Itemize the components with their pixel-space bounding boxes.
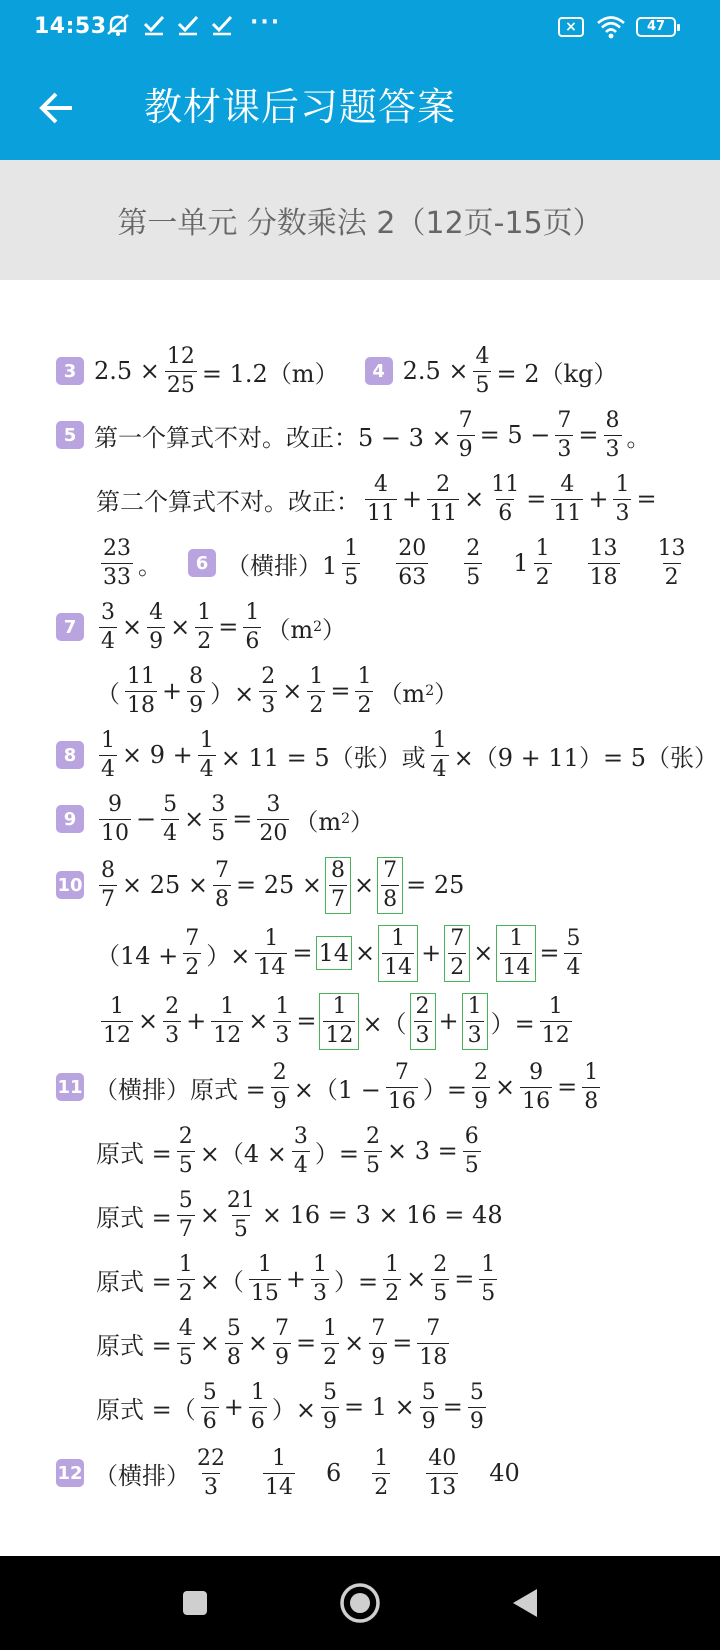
answer-line-11b: 原式 = $\frac{2}{5}$ ×（4 × $\frac{3}{4}$ ）= $\frac{2}{5}$ × 3 = $\frac{6}{5}$: [96, 1123, 479, 1178]
fraction: $\frac{1}{2}$: [385, 1251, 400, 1306]
top-bar: [0, 0, 720, 160]
fraction: $\frac{1}{8}$: [584, 1059, 599, 1114]
highlight-box: [325, 857, 351, 914]
fraction: $\frac{13}{18}$: [589, 535, 618, 590]
answer-line-8: 8 $\frac{1}{4}$ × 9 + $\frac{1}{4}$ × 11 = 5（张）或 $\frac{1}{4}$ ×（9 + 11）= 5（张）: [56, 724, 718, 786]
home-button[interactable]: [335, 1578, 385, 1628]
back-nav-button[interactable]: [500, 1578, 550, 1628]
fraction: $\frac{4}{5}$: [178, 1315, 193, 1370]
fraction: $\frac{7}{2}$: [185, 925, 200, 980]
fraction: $\frac{2}{5}$: [365, 1123, 380, 1178]
fraction: $\frac{7}{18}$: [419, 1315, 448, 1370]
fraction: $\frac{3}{20}$: [259, 791, 288, 846]
fraction: $\frac{5}{9}$: [322, 1379, 337, 1434]
fraction: $\frac{1}{2}$: [309, 663, 324, 718]
question-number: 6: [188, 549, 216, 577]
answer-line-7a: 7 $\frac{3}{4}$ × $\frac{4}{9}$ × $\frac{1}{2}$ = $\frac{1}{6}$ （m 2 ）: [56, 596, 346, 658]
fraction: $\frac{7}{9}$: [274, 1315, 289, 1370]
notification-muted-icon: [104, 12, 132, 44]
fraction: $\frac{1}{12}$: [325, 993, 354, 1048]
fraction: $\frac{2}{11}$: [429, 471, 458, 526]
fraction: $\frac{1}{6}$: [245, 599, 260, 654]
highlight-box: 14: [316, 936, 353, 970]
fraction: $\frac{1}{4}$: [199, 727, 214, 782]
fraction: $\frac{7}{16}$: [387, 1059, 416, 1114]
fraction: $\frac{7}{9}$: [458, 407, 473, 462]
status-time: 14:53: [34, 14, 107, 39]
answer-line-3-4: 3 2.5 × $\frac{12}{25}$ = 1.2（m） 4 2.5 × $\frac{4}{5}$ = 2（kg）: [56, 340, 617, 402]
fraction: $\frac{1}{2}$: [374, 1445, 389, 1500]
status-bar: [0, 0, 720, 56]
fraction: $\frac{22}{3}$: [197, 1445, 225, 1500]
fraction: $\frac{3}{4}$: [293, 1123, 308, 1178]
fraction: $\frac{1}{2}$: [178, 1251, 193, 1306]
answer-line-11a: 11 （横排）原式 = $\frac{2}{9}$ ×（1 − $\frac{7}{16}$ ）= $\frac{2}{9}$ × $\frac{9}{16}$ = $\frac{1}{8}$: [57, 1059, 599, 1114]
check-icon: [210, 12, 234, 42]
answer-line-9: 9 $\frac{9}{10}$ − $\frac{5}{4}$ × $\frac{3}{5}$ = $\frac{3}{20}$ （m 2 ）: [56, 788, 374, 850]
fraction: $\frac{1}{14}$: [257, 925, 286, 980]
fraction: $\frac{1}{3}$: [615, 471, 630, 526]
answer-line-10b: （14 + $\frac{7}{2}$ ）× $\frac{1}{14}$ = 14 × $\frac{1}{14}$ + $\frac{7}{2}$ × $\frac{1}{14}$ = $\frac{5}{4}$: [96, 925, 581, 980]
fraction: $\frac{1}{14}$: [384, 925, 413, 980]
fraction: $\frac{8}{7}$: [101, 857, 115, 912]
fraction: $\frac{13}{2}$: [657, 535, 686, 590]
fraction: $\frac{4}{11}$: [553, 471, 582, 526]
highlight-box: [377, 857, 403, 914]
fraction: $\frac{1}{14}$: [265, 1445, 293, 1500]
sim-x-icon: ×: [558, 17, 584, 37]
fraction: $\frac{1}{3}$: [275, 993, 290, 1048]
fraction: $\frac{8}{3}$: [605, 407, 620, 462]
question-number: 12: [56, 1459, 84, 1487]
fraction: $\frac{2}{5}$: [433, 1251, 448, 1306]
fraction: $\frac{7}{2}$: [450, 925, 465, 980]
recent-apps-button[interactable]: [170, 1578, 220, 1628]
fraction: $\frac{5}{6}$: [202, 1379, 217, 1434]
fraction: $\frac{5}{4}$: [163, 791, 178, 846]
question-number: 5: [56, 421, 84, 449]
chapter-title: 第一单元 分数乘法 2（12页-15页）: [117, 206, 603, 241]
fraction: $\frac{5}{4}$: [566, 925, 581, 980]
highlight-box: [462, 993, 488, 1050]
answer-line-7b: （ $\frac{11}{18}$ + $\frac{8}{9}$ ）× $\frac{2}{3}$ × $\frac{1}{2}$ = $\frac{1}{2}$ （m 2 ）: [96, 663, 459, 718]
more-notifications-dots: ···: [250, 10, 282, 35]
system-nav-bar: [0, 1556, 720, 1650]
answer-line-11c: 原式 = $\frac{5}{7}$ × $\frac{21}{5}$ × 16 = 3 × 16 = 48: [96, 1187, 503, 1242]
fraction: $\frac{5}{9}$: [421, 1379, 436, 1434]
check-icon: [142, 12, 166, 42]
chapter-header: [0, 160, 720, 280]
highlight-box: [410, 993, 436, 1050]
fraction: $\frac{4}{9}$: [149, 599, 164, 654]
fraction: $\frac{4}{5}$: [475, 343, 490, 398]
back-icon: [509, 1586, 541, 1620]
fraction: $\frac{9}{16}$: [522, 1059, 551, 1114]
arrow-left-icon: [38, 92, 74, 124]
fraction: $\frac{23}{33}$: [103, 535, 131, 590]
fraction: $\frac{11}{18}$: [127, 663, 155, 718]
fraction: $\frac{1}{3}$: [467, 993, 482, 1048]
recent-apps-icon: [180, 1588, 210, 1618]
answer-line-11e: 原式 = $\frac{4}{5}$ × $\frac{5}{8}$ × $\frac{7}{9}$ = $\frac{1}{2}$ × $\frac{7}{9}$ = $\frac{7}{18}$: [96, 1315, 448, 1370]
answer-line-5b: 第二个算式不对。改正： $\frac{4}{11}$ + $\frac{2}{11}$ × $\frac{11}{6}$ = $\frac{4}{11}$ + $\frac{1}{3}$ =: [96, 471, 657, 526]
question-number: 7: [56, 613, 84, 641]
fraction: $\frac{1}{3}$: [312, 1251, 327, 1306]
answer-line-6: $\frac{23}{33}$ 。 6 （横排）1 $\frac{1}{5}$ $\frac{20}{63}$ $\frac{2}{5}$ 1 $\frac{1}{2}$ $\frac{13}{18}$ $\frac{13}{2}$: [103, 535, 686, 590]
question-number: 9: [56, 805, 84, 833]
check-icon: [176, 12, 200, 42]
fraction: $\frac{40}{13}$: [428, 1445, 457, 1500]
question-number: 10: [56, 871, 84, 899]
fraction: $\frac{3}{5}$: [211, 791, 226, 846]
fraction: $\frac{5}{7}$: [178, 1187, 193, 1242]
fraction: $\frac{7}{8}$: [383, 857, 398, 912]
highlight-box: [319, 993, 359, 1050]
fraction: $\frac{5}{8}$: [226, 1315, 241, 1370]
question-number: 8: [56, 741, 84, 769]
fraction: $\frac{6}{5}$: [464, 1123, 479, 1178]
fraction: $\frac{1}{4}$: [101, 727, 115, 782]
fraction: $\frac{1}{12}$: [213, 993, 242, 1048]
fraction: $\frac{1}{2}$: [323, 1315, 338, 1370]
fraction: $\frac{11}{6}$: [491, 471, 520, 526]
fraction: $\frac{2}{3}$: [415, 993, 430, 1048]
fraction: $\frac{2}{5}$: [466, 535, 481, 590]
fraction: $\frac{2}{5}$: [178, 1123, 193, 1178]
answer-line-11d: 原式 = $\frac{1}{2}$ ×（ $\frac{1}{15}$ + $\frac{1}{3}$ ）= $\frac{1}{2}$ × $\frac{2}{5}$ = $\frac{1}{5}$: [96, 1251, 496, 1306]
fraction: $\frac{20}{63}$: [398, 535, 427, 590]
fraction: $\frac{9}{10}$: [101, 791, 129, 846]
fraction: $\frac{1}{12}$: [541, 993, 570, 1048]
fraction: $\frac{8}{9}$: [189, 663, 204, 718]
fraction: $\frac{5}{9}$: [469, 1379, 484, 1434]
fraction: $\frac{1}{2}$: [197, 599, 212, 654]
fraction: $\frac{2}{3}$: [261, 663, 276, 718]
fraction: $\frac{21}{5}$: [226, 1187, 255, 1242]
answer-line-12: 12 （横排） $\frac{22}{3}$ $\frac{1}{14}$ 6 $\frac{1}{2}$ $\frac{40}{13}$ 40: [57, 1445, 520, 1500]
wifi-icon: [596, 15, 626, 39]
fraction: $\frac{2}{9}$: [473, 1059, 488, 1114]
fraction: $\frac{7}{8}$: [215, 857, 230, 912]
back-button[interactable]: [24, 76, 88, 140]
highlight-box: [378, 925, 418, 982]
battery-icon: 47: [636, 17, 676, 37]
home-icon: [338, 1581, 382, 1625]
fraction: $\frac{2}{9}$: [272, 1059, 287, 1114]
fraction: $\frac{1}{6}$: [250, 1379, 265, 1434]
fraction: $\frac{1}{4}$: [432, 727, 447, 782]
app-title: 教材课后习题答案: [144, 85, 457, 129]
fraction: $\frac{2}{3}$: [165, 993, 180, 1048]
fraction: $\frac{7}{9}$: [371, 1315, 386, 1370]
fraction: $\frac{1}{2}$: [357, 663, 372, 718]
fraction: $\frac{1}{14}$: [502, 925, 531, 980]
fraction: $\frac{1}{15}$: [250, 1251, 279, 1306]
fraction: $\frac{8}{7}$: [331, 857, 346, 912]
highlight-box: [444, 925, 470, 982]
question-number: 4: [365, 357, 393, 385]
answer-line-11f: 原式 =（ $\frac{5}{6}$ + $\frac{1}{6}$ ）× $\frac{5}{9}$ = 1 × $\frac{5}{9}$ = $\frac{5}{9}$: [96, 1379, 484, 1434]
answer-line-5a: 5 第一个算式不对。改正：5 − 3 × $\frac{7}{9}$ = 5 − $\frac{7}{3}$ = $\frac{8}{3}$ 。: [56, 404, 651, 466]
fraction: $\frac{3}{4}$: [101, 599, 115, 654]
fraction: $\frac{7}{3}$: [557, 407, 572, 462]
question-number: 3: [56, 357, 84, 385]
answer-content[interactable]: [0, 280, 720, 1556]
fraction: $\frac{1}{5}$: [344, 535, 359, 590]
question-number: 11: [56, 1073, 84, 1101]
fraction: $\frac{1}{5}$: [481, 1251, 496, 1306]
app-bar: [0, 56, 720, 160]
answer-line-10a: 10 $\frac{8}{7}$ × 25 × $\frac{7}{8}$ = 25 × $\frac{8}{7}$ × $\frac{7}{8}$ = 25: [57, 857, 465, 912]
answer-line-10c: $\frac{1}{12}$ × $\frac{2}{3}$ + $\frac{1}{12}$ × $\frac{1}{3}$ = $\frac{1}{12}$ ×（ $\frac{2}{3}$ + $\frac{1}{3}$ ）= $\frac{1}{12}$: [103, 993, 570, 1048]
fraction: $\frac{4}{11}$: [367, 471, 395, 526]
fraction: $\frac{1}{2}$: [535, 535, 550, 590]
highlight-box: [496, 925, 536, 982]
fraction: $\frac{12}{25}$: [166, 343, 195, 398]
fraction: $\frac{1}{12}$: [103, 993, 131, 1048]
